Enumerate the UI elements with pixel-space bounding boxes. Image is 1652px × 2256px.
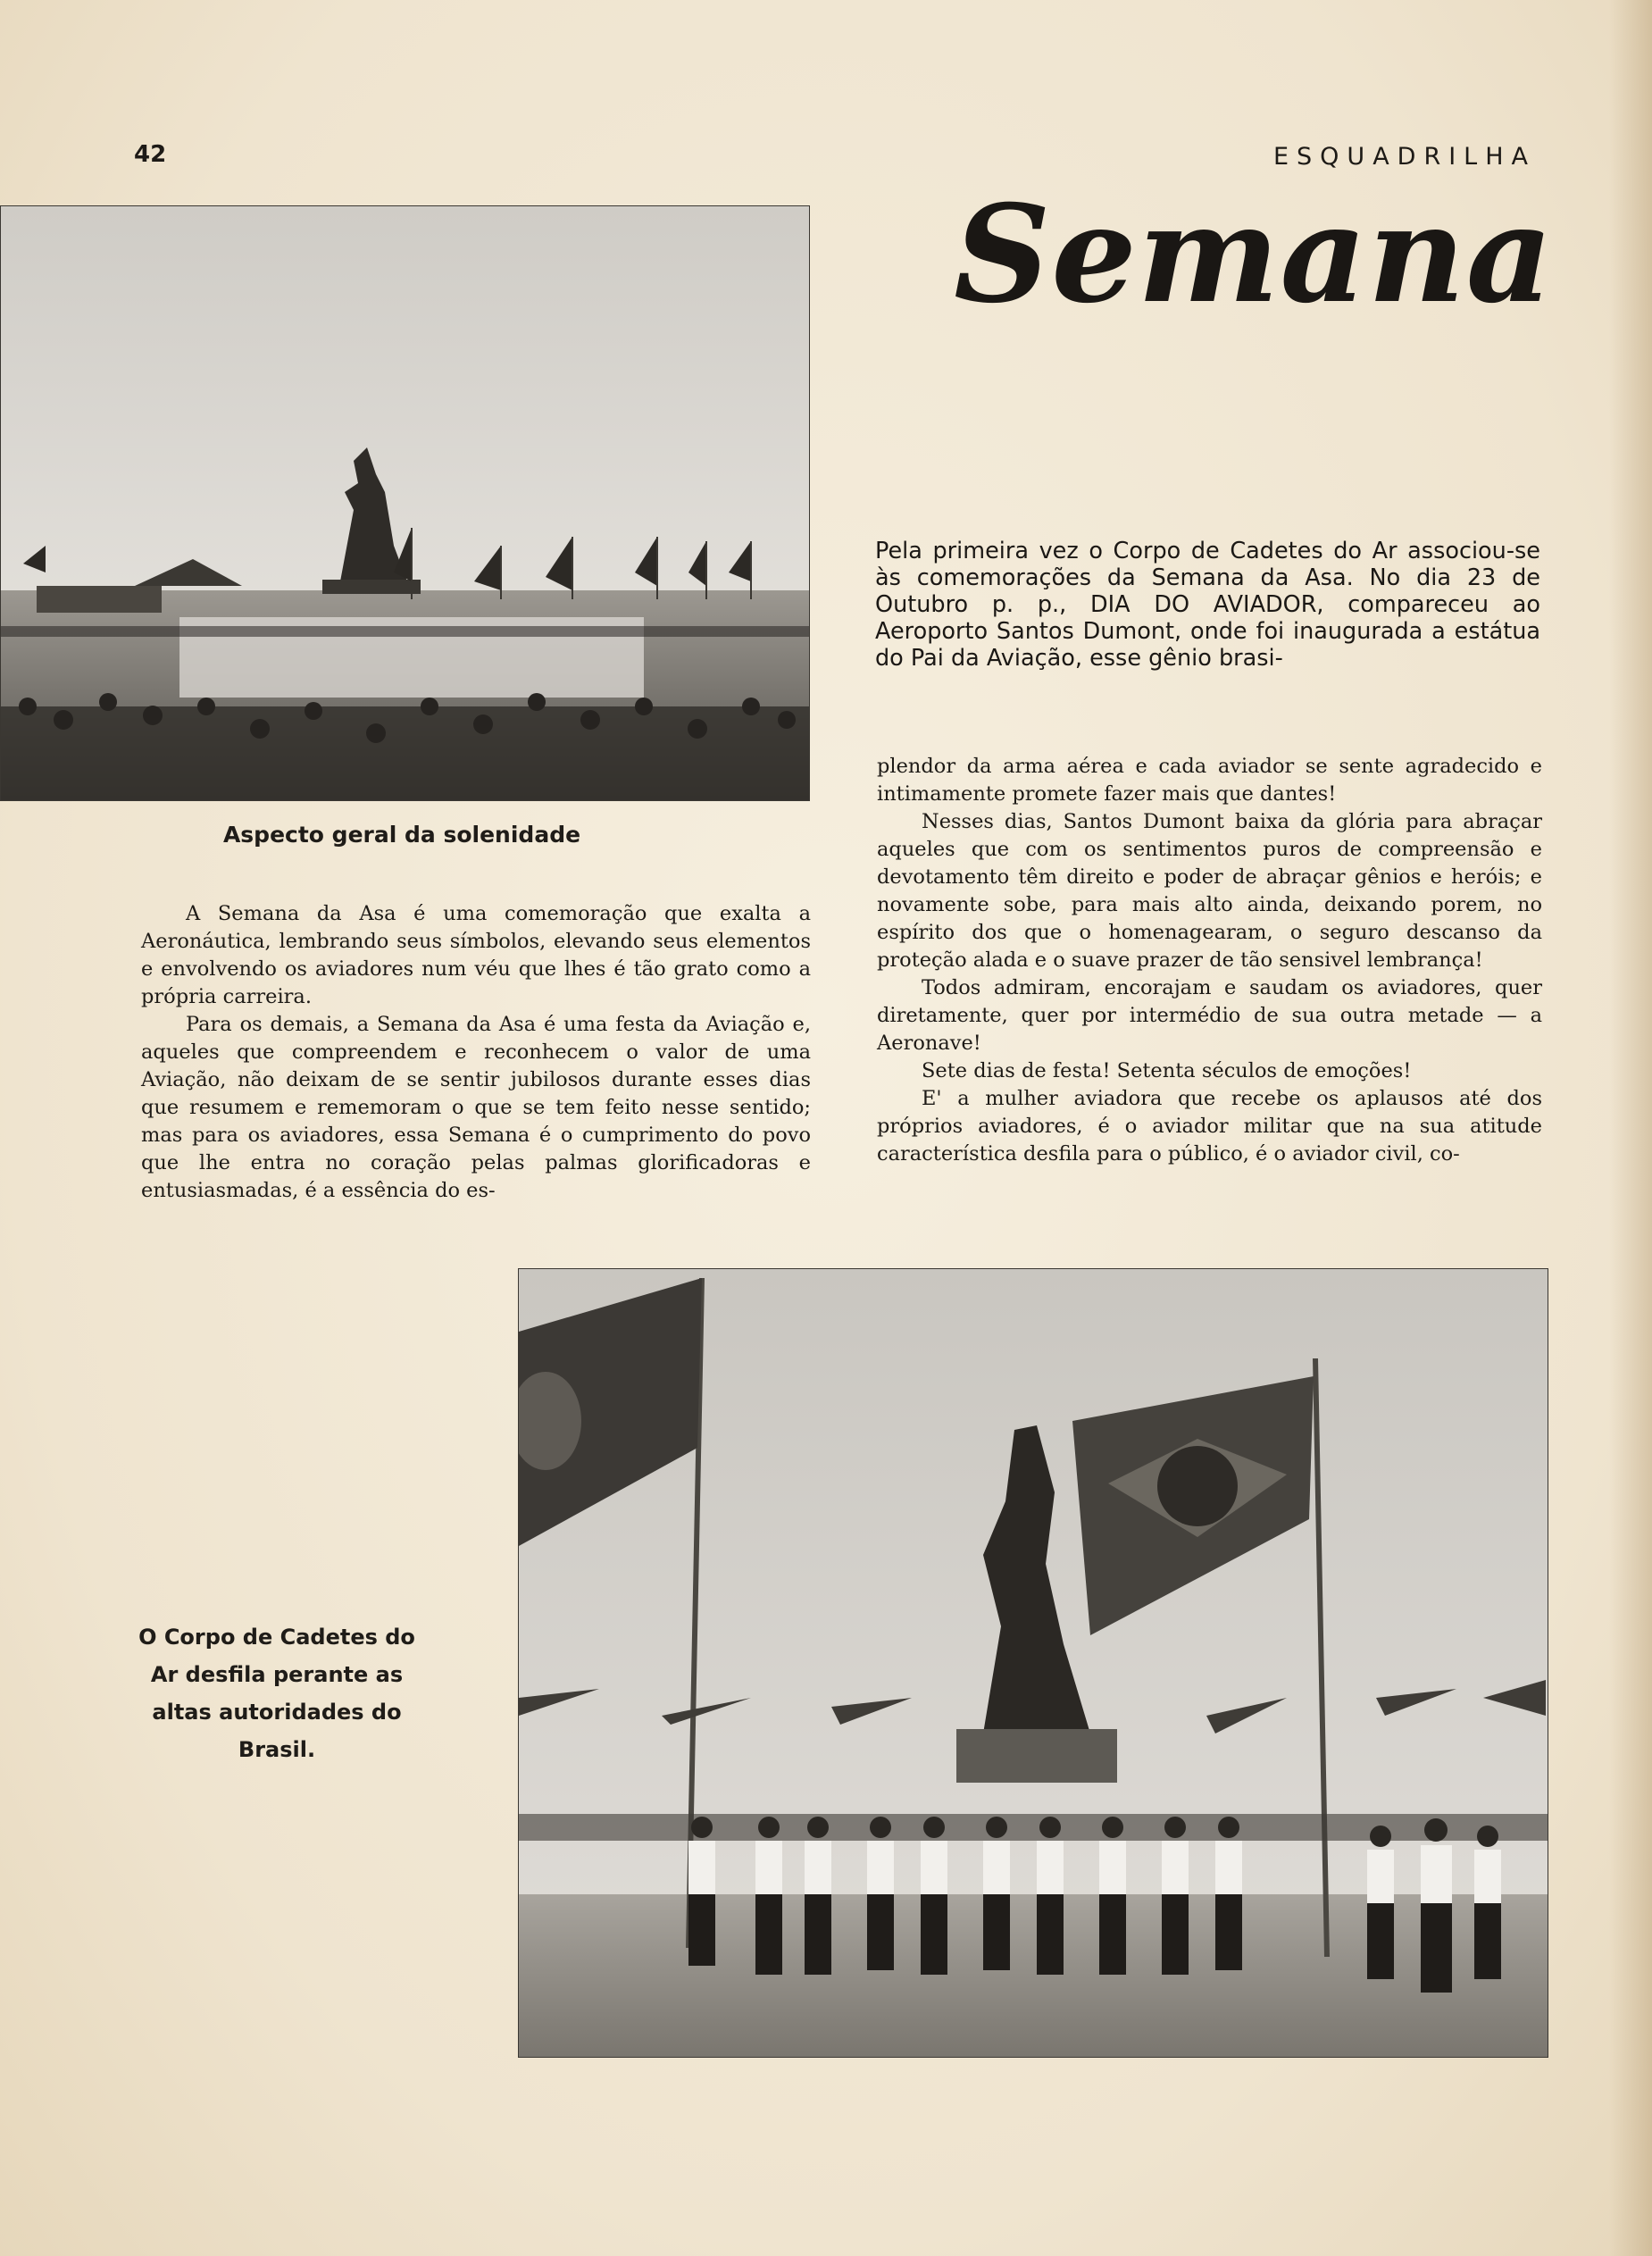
ceremony-photo-drawing [1,206,809,800]
right-paragraph: E' a mulher aviadora que recebe os aplausos até dos próprios aviadores, é o aviador militar que na sua atitude característica desfila para o público, é o aviador civil, co- [877,1087,1542,1166]
left-paragraph: Para os demais, a Semana da Asa é uma festa da Aviação e, aqueles que compreendem e reconhecem o valor de uma Aviação, não deixam de se sentir jubilosos durante esses dias que resumem e rememoram o que se tem feito nesse sentido; mas para os aviadores, essa Semana é o cumprimento do povo que lhe entra no coração pelas palmas glorificadoras e entusiasmadas, é a essência do es- [141,1013,811,1202]
left-paragraph: A Semana da Asa é uma comemoração que exalta a Aeronáutica, lembrando seus símbolos, elevando seus elementos e envolvendo os aviadores num véu que lhes é tão grato como a própria carreira. [141,902,811,1008]
parade-photo [518,1268,1548,2058]
page-number: 42 [134,141,167,168]
right-paragraph: Sete dias de festa! Setenta séculos de emoções! [922,1059,1412,1082]
page-edge-shadow [1609,0,1652,2256]
right-column [877,753,1542,1168]
article-lead: Pela primeira vez o Corpo de Cadetes do Ar associou-se às comemorações da Semana da Asa. No dia 23 de Outubro p. p., DIA DO AVIADOR, compareceu ao Aeroporto Santos Dumont, onde foi inaugurada a estátua do Pai da Aviação, esse gênio brasi- [875,538,1540,672]
parade-photo-caption: O Corpo de Cadetes do Ar desfila perante as altas autoridades do Brasil. [138,1625,415,1762]
article-headline: Semana [954,176,1554,333]
ceremony-photo [0,205,810,801]
right-paragraph: Nesses dias, Santos Dumont baixa da glória para abraçar aqueles que com os sentimentos puros de compreensão e devotamento têm direito e poder de abraçar gênios e heróis; e novamente sobe, para mais alto ainda, deixando porem, no espírito dos que o homenagearam, o seguro descanso da proteção alada e o suave prazer de tão sensivel lembrança! [877,810,1542,972]
ceremony-photo-caption: Aspecto geral da solenidade [222,822,581,848]
right-paragraph-continued: plendor da arma aérea e cada aviador se sente agradecido e intimamente promete fazer mais que dantes! [877,755,1542,806]
parade-photo-drawing [519,1269,1548,2057]
left-column [141,900,811,1205]
magazine-name: ESQUADRILHA [1272,143,1536,171]
right-paragraph: Todos admiram, encorajam e saudam os aviadores, quer diretamente, quer por intermédio de sua outra metade — a Aeronave! [877,976,1542,1055]
